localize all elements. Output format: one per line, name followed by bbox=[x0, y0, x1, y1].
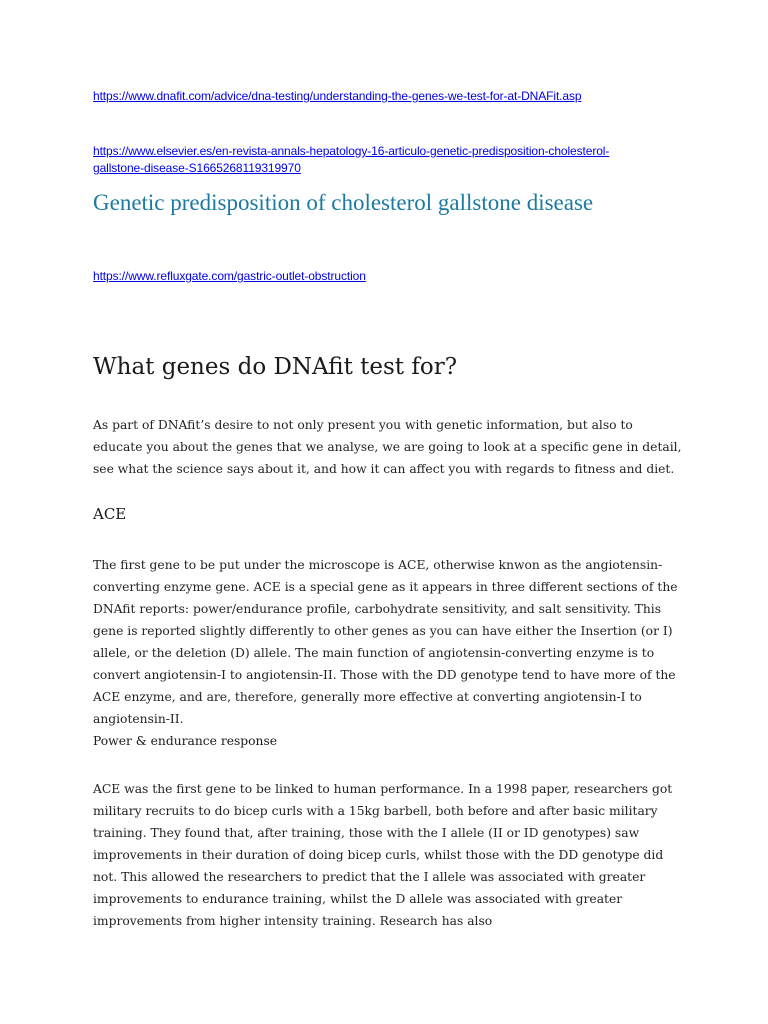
elsevier-link[interactable]: https://www.elsevier.es/en-revista-annals-hepatology-16-articulo-genetic-predisposition-cholesterol-gallstone-disease-S1665268119319970 bbox=[93, 144, 610, 175]
power-endurance-heading: Power & endurance response bbox=[93, 734, 278, 748]
ace-heading: ACE bbox=[93, 505, 127, 523]
intro-paragraph: As part of DNAfit’s desire to not only present you with genetic information, but also to educate you about the genes that we analyse, we are going to look at a specific gene in detail, see what the science says about it, and how it can affect you with regards to fitness and diet. bbox=[93, 418, 682, 477]
ace-paragraph: The first gene to be put under the microscope is ACE, otherwise knwon as the angiotensin-converting enzyme gene. ACE is a special gene as it appears in three different sections of the DNAfit reports: power/endurance profile, carbohydrate sensitivity, and salt sensitivity. This gene is reported slightly differently to other genes as you can have either the Insertion (or I) allele, or the deletion (D) allele. The main function of angiotensin-converting enzyme is to convert angiotensin-I to angiotensin-II. Those with the DD genotype tend to have more of the ACE enzyme, and are, therefore, generally more effective at converting angiotensin-I to angiotensin-II. bbox=[93, 558, 678, 727]
article-title: Genetic predisposition of cholesterol gallstone disease bbox=[93, 190, 594, 215]
page-heading: What genes do DNAfit test for? bbox=[93, 354, 458, 380]
dnafit-link[interactable]: https://www.dnafit.com/advice/dna-testing/understanding-the-genes-we-test-for-at-DNAFit.asp bbox=[93, 89, 582, 103]
refluxgate-link[interactable]: https://www.refluxgate.com/gastric-outlet-obstruction bbox=[93, 269, 366, 283]
power-endurance-paragraph: ACE was the first gene to be linked to human performance. In a 1998 paper, researchers got military recruits to do bicep curls with a 15kg barbell, both before and after basic military training. They found that, after training, those with the I allele (II or ID genotypes) saw improvements in their duration of doing bicep curls, whilst those with the DD genotype did not. This allowed the researchers to predict that the I allele was associated with greater improvements to endurance training, whilst the D allele was associated with greater improvements from higher intensity training. Research has also bbox=[93, 782, 673, 929]
